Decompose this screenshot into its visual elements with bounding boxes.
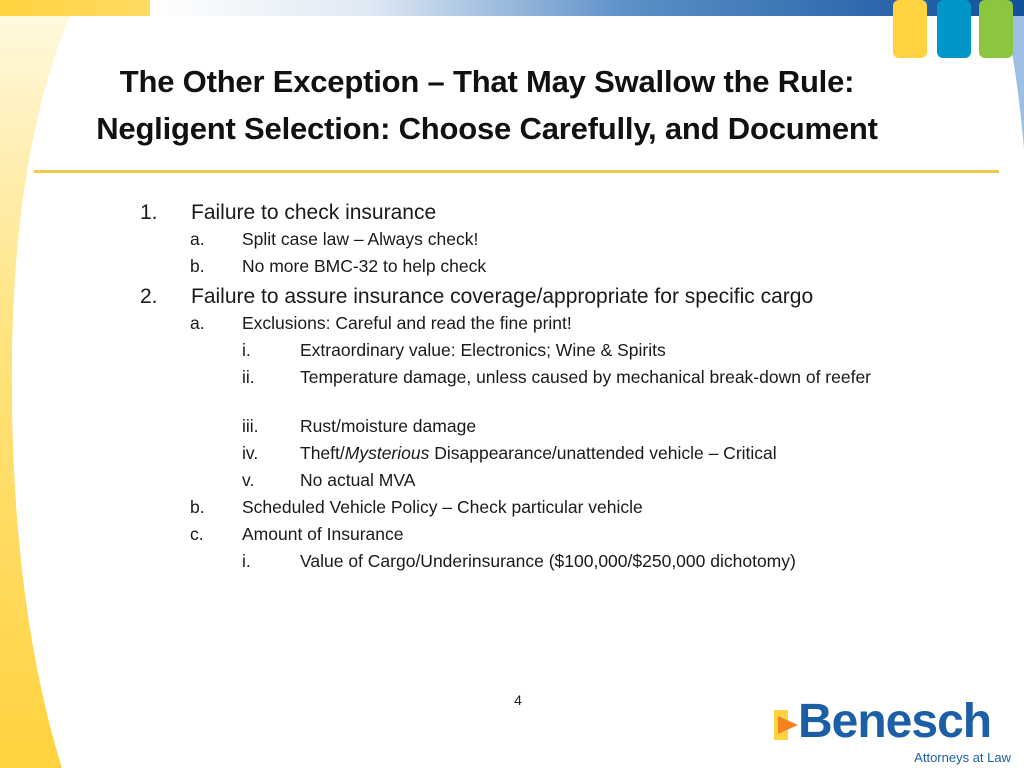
- list-marker: c.: [190, 524, 204, 544]
- list-item-text: Value of Cargo/Underinsurance ($100,000/$250,000 dichotomy): [300, 551, 796, 571]
- list-item-text: Failure to check insurance: [191, 201, 437, 224]
- list-item-text: [300, 442, 940, 464]
- text-suffix: Disappearance/unattended vehicle – Critical: [429, 443, 777, 463]
- list-item: [0, 442, 1024, 469]
- list-item: [0, 469, 1024, 496]
- list-item: [0, 228, 1024, 255]
- green-bar: [979, 0, 1013, 58]
- list-marker: iv.: [242, 443, 259, 463]
- list-item: [0, 415, 1024, 442]
- benesch-logo: [772, 695, 1017, 766]
- list-item-text: Temperature damage, unless caused by mechanical break-down of reefer: [300, 367, 872, 387]
- list-item-text: Exclusions: Careful and read the fine print!: [242, 313, 572, 333]
- list-item: [0, 255, 1024, 282]
- list-item-text: Scheduled Vehicle Policy – Check particular vehicle: [242, 497, 643, 517]
- list-marker: iii.: [242, 416, 259, 436]
- list-item: [0, 198, 1024, 228]
- list-marker: b.: [190, 497, 205, 517]
- outline-list: [0, 198, 1024, 577]
- title-line-2: Negligent Selection: Choose Carefully, and Document: [96, 111, 878, 146]
- list-marker: 1.: [140, 201, 158, 224]
- gold-bar: [893, 0, 927, 58]
- list-marker: 2.: [140, 285, 158, 308]
- list-item-text: Amount of Insurance: [242, 524, 404, 544]
- list-item-text: Rust/moisture damage: [300, 416, 477, 436]
- list-marker: i.: [242, 340, 251, 360]
- list-item: [0, 366, 1024, 415]
- list-item-text: No more BMC-32 to help check: [242, 256, 487, 276]
- text-prefix: Theft/: [300, 443, 345, 463]
- blue-bar: [937, 0, 971, 58]
- page-number: 4: [514, 692, 522, 708]
- list-item-text: Extraordinary value: Electronics; Wine & Spirits: [300, 340, 666, 360]
- logo-tagline: Attorneys at Law: [914, 750, 1011, 765]
- list-item-text: No actual MVA: [300, 470, 416, 490]
- list-marker: b.: [190, 256, 205, 276]
- list-marker: ii.: [242, 367, 255, 387]
- list-item-text: Failure to assure insurance coverage/appropriate for specific cargo: [191, 285, 814, 308]
- list-item-text: Split case law – Always check!: [242, 229, 479, 249]
- list-item: [0, 312, 1024, 339]
- list-item: [0, 550, 1024, 577]
- slide-title: [0, 58, 974, 152]
- logo-wordmark: Benesch: [798, 695, 992, 748]
- list-marker: a.: [190, 229, 205, 249]
- title-line-1: The Other Exception – That May Swallow the Rule:: [119, 64, 855, 99]
- list-marker: a.: [190, 313, 205, 333]
- list-item: [0, 523, 1024, 550]
- list-item: [0, 339, 1024, 366]
- text-italic: Mysterious: [344, 443, 430, 463]
- list-item: [0, 282, 1024, 312]
- list-marker: v.: [242, 470, 255, 490]
- list-marker: i.: [242, 551, 251, 571]
- list-item: [0, 496, 1024, 523]
- title-divider: [34, 170, 999, 173]
